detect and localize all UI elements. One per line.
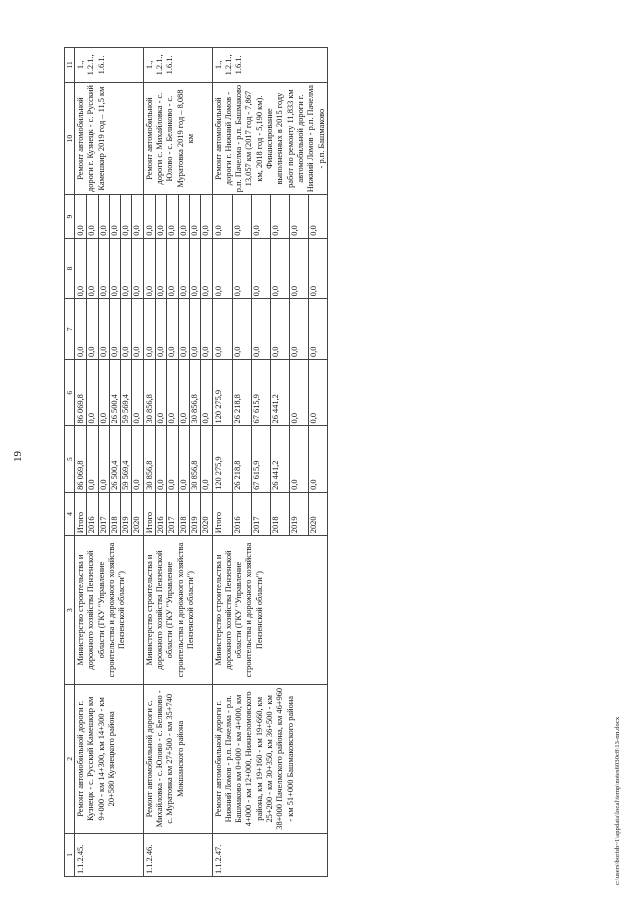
other-value-cell: 0,0 (201, 195, 212, 238)
other-value-cell: 0,0 (189, 195, 200, 238)
year-cell: 2017 (98, 492, 109, 535)
local-value-cell: 0,0 (233, 238, 252, 299)
other-value-cell: 0,0 (87, 195, 98, 238)
year-cell: Итого (75, 492, 87, 535)
local-value-cell: 0,0 (143, 238, 155, 299)
year-cell: 2016 (156, 492, 167, 535)
header-cell: 8 (65, 238, 75, 299)
local-value-cell: 0,0 (308, 238, 327, 299)
year-cell: 2020 (132, 492, 143, 535)
year-cell: 2018 (178, 492, 189, 535)
year-cell: Итого (212, 492, 233, 535)
other-value-cell: 0,0 (289, 195, 308, 238)
federal-value-cell: 0,0 (233, 299, 252, 360)
local-value-cell: 0,0 (75, 238, 87, 299)
regional-value-cell: 26 218,8 (233, 360, 252, 426)
item-result: Ремонт автомобильной дороги г. Нижний Ломов - р.п. Пачелма - р.п. Башмаково 13,057 км (2017 год - 7,867 км, 2018 год - 5,190 км). Финансирование выполненных в 2015 году работ по ремонту 11,833 км автомобильной дороги г. Нижний Ломов - р.п. Пачелма - р.п. Башмаково (212, 82, 327, 195)
year-cell: 2019 (121, 492, 132, 535)
local-value-cell: 0,0 (109, 238, 120, 299)
federal-value-cell: 0,0 (132, 299, 143, 360)
federal-value-cell: 0,0 (121, 299, 132, 360)
total-value-cell: 0,0 (87, 426, 98, 492)
other-value-cell: 0,0 (143, 195, 155, 238)
regional-value-cell: 30 856,8 (143, 360, 155, 426)
item-number: 1.1.2.47. (212, 833, 327, 876)
local-value-cell: 0,0 (121, 238, 132, 299)
other-value-cell: 0,0 (121, 195, 132, 238)
year-cell: 2018 (109, 492, 120, 535)
local-value-cell: 0,0 (178, 238, 189, 299)
local-value-cell: 0,0 (189, 238, 200, 299)
year-cell: 2019 (189, 492, 200, 535)
local-value-cell: 0,0 (271, 238, 290, 299)
total-value-cell: 26 218,8 (233, 426, 252, 492)
federal-value-cell: 0,0 (98, 299, 109, 360)
header-cell: 7 (65, 299, 75, 360)
federal-value-cell: 0,0 (308, 299, 327, 360)
local-value-cell: 0,0 (167, 238, 178, 299)
year-cell: 2016 (233, 492, 252, 535)
header-cell: 10 (65, 82, 75, 195)
other-value-cell: 0,0 (75, 195, 87, 238)
other-value-cell: 0,0 (271, 195, 290, 238)
year-cell: 2019 (289, 492, 308, 535)
header-cell: 3 (65, 536, 75, 685)
regional-value-cell: 0,0 (167, 360, 178, 426)
regional-value-cell: 67 615,9 (252, 360, 271, 426)
item-reference: 1., 1.2.1., 1.6.1. (143, 48, 212, 83)
header-cell: 9 (65, 195, 75, 238)
regional-value-cell: 26 441,2 (271, 360, 290, 426)
local-value-cell: 0,0 (132, 238, 143, 299)
item-name: Ремонт автомобильной дороги г. Кузнецк - с. Русский Камешкир км 9+000 - км 14+300, км 14+300 - км 20+580 Кузнецкого района (75, 684, 144, 833)
local-value-cell: 0,0 (212, 238, 233, 299)
regional-value-cell: 0,0 (289, 360, 308, 426)
year-cell: 2017 (252, 492, 271, 535)
local-value-cell: 0,0 (87, 238, 98, 299)
table-row (212, 48, 233, 877)
federal-value-cell: 0,0 (87, 299, 98, 360)
year-cell: 2020 (201, 492, 212, 535)
other-value-cell: 0,0 (156, 195, 167, 238)
item-executor: Министерство строительства и дорожного хозяйства Пензенской области (ГКУ "Управление строительства и дорожного хозяйства Пензенской области") (75, 536, 144, 685)
other-value-cell: 0,0 (233, 195, 252, 238)
table-row (75, 48, 87, 877)
page-number: 19 (12, 451, 24, 462)
total-value-cell: 0,0 (167, 426, 178, 492)
year-cell: 2018 (271, 492, 290, 535)
federal-value-cell: 0,0 (178, 299, 189, 360)
item-executor: Министерство строительства и дорожного хозяйства Пензенской области (ГКУ "Управление строительства и дорожного хозяйства Пензенской области") (212, 536, 327, 685)
total-value-cell: 59 569,4 (121, 426, 132, 492)
header-cell: 2 (65, 684, 75, 833)
local-value-cell: 0,0 (201, 238, 212, 299)
year-cell: Итого (143, 492, 155, 535)
other-value-cell: 0,0 (178, 195, 189, 238)
federal-value-cell: 0,0 (252, 299, 271, 360)
regional-value-cell: 26 500,4 (109, 360, 120, 426)
header-cell: 6 (65, 360, 75, 426)
total-value-cell: 0,0 (132, 426, 143, 492)
item-result: Ремонт автомобильной дороги г. Кузнецк - с. Русский Камешкир 2019 год – 11,5 км (75, 82, 144, 195)
total-value-cell: 86 069,8 (75, 426, 87, 492)
other-value-cell: 0,0 (132, 195, 143, 238)
total-value-cell: 0,0 (98, 426, 109, 492)
local-value-cell: 0,0 (156, 238, 167, 299)
regional-value-cell: 59 569,4 (121, 360, 132, 426)
total-value-cell: 30 856,8 (143, 426, 155, 492)
other-value-cell: 0,0 (212, 195, 233, 238)
total-value-cell: 0,0 (201, 426, 212, 492)
year-cell: 2017 (167, 492, 178, 535)
regional-value-cell: 0,0 (87, 360, 98, 426)
other-value-cell: 0,0 (308, 195, 327, 238)
item-executor: Министерство строительства и дорожного хозяйства Пензенской области (ГКУ "Управление строительства и дорожного хозяйства Пензенской области") (143, 536, 212, 685)
federal-value-cell: 0,0 (201, 299, 212, 360)
regional-value-cell: 0,0 (156, 360, 167, 426)
federal-value-cell: 0,0 (189, 299, 200, 360)
total-value-cell: 0,0 (156, 426, 167, 492)
header-cell: 5 (65, 426, 75, 492)
footer-file-path: c:\users\borisb~1\appdata\local\temp\notes6030c8\13-пп.docx (614, 716, 621, 885)
total-value-cell: 0,0 (289, 426, 308, 492)
regional-value-cell: 30 856,8 (189, 360, 200, 426)
regional-value-cell: 0,0 (132, 360, 143, 426)
local-value-cell: 0,0 (252, 238, 271, 299)
federal-value-cell: 0,0 (271, 299, 290, 360)
total-value-cell: 0,0 (178, 426, 189, 492)
other-value-cell: 0,0 (109, 195, 120, 238)
regional-value-cell: 0,0 (178, 360, 189, 426)
total-value-cell: 26 500,4 (109, 426, 120, 492)
federal-value-cell: 0,0 (289, 299, 308, 360)
local-value-cell: 0,0 (98, 238, 109, 299)
header-cell: 4 (65, 492, 75, 535)
other-value-cell: 0,0 (98, 195, 109, 238)
federal-value-cell: 0,0 (156, 299, 167, 360)
item-reference: 1., 1.2.1., 1.6.1. (75, 48, 144, 83)
year-cell: 2016 (87, 492, 98, 535)
federal-value-cell: 0,0 (75, 299, 87, 360)
item-number: 1.1.2.46. (143, 833, 212, 876)
regional-value-cell: 86 069,8 (75, 360, 87, 426)
item-reference: 1., 1.2.1., 1.6.1. (212, 48, 327, 83)
table-row (143, 48, 155, 877)
federal-value-cell: 0,0 (109, 299, 120, 360)
total-value-cell: 0,0 (308, 426, 327, 492)
local-value-cell: 0,0 (289, 238, 308, 299)
federal-value-cell: 0,0 (167, 299, 178, 360)
header-cell: 11 (65, 48, 75, 83)
header-cell: 1 (65, 833, 75, 876)
total-value-cell: 26 441,2 (271, 426, 290, 492)
regional-value-cell: 0,0 (201, 360, 212, 426)
header-row (65, 48, 75, 877)
program-table (64, 47, 328, 877)
item-result: Ремонт автомобильной дороги с. Михайловка - с. Юлово - с. Беликово - с. Муратовка 2019 год – 8,088 км (143, 82, 212, 195)
total-value-cell: 120 275,9 (212, 426, 233, 492)
other-value-cell: 0,0 (167, 195, 178, 238)
regional-value-cell: 0,0 (308, 360, 327, 426)
federal-value-cell: 0,0 (212, 299, 233, 360)
regional-value-cell: 120 275,9 (212, 360, 233, 426)
regional-value-cell: 0,0 (98, 360, 109, 426)
year-cell: 2020 (308, 492, 327, 535)
item-name: Ремонт автомобильной дороги с. Михайловка - с. Юлово - с. Беликово - с. Муратовка км 27+500 - км 35+740 Мокшанского района (143, 684, 212, 833)
other-value-cell: 0,0 (252, 195, 271, 238)
item-number: 1.1.2.45. (75, 833, 144, 876)
item-name: Ремонт автомобильной дороги г. Нижний Ломов - р.п. Пачелма - р.п. Башмаково км 0+000 - км 4+000, км 4+000 - км 12+000, Нижнеломовского района, км 19+160 - км 19+660, км 25+200 - км 30+350, км 36+500 - км 38+000 Пачелмского района, км 46+960 - км 51+000 Башмаковского района (212, 684, 327, 833)
total-value-cell: 67 615,9 (252, 426, 271, 492)
federal-value-cell: 0,0 (143, 299, 155, 360)
total-value-cell: 30 856,8 (189, 426, 200, 492)
table-body (65, 48, 328, 877)
